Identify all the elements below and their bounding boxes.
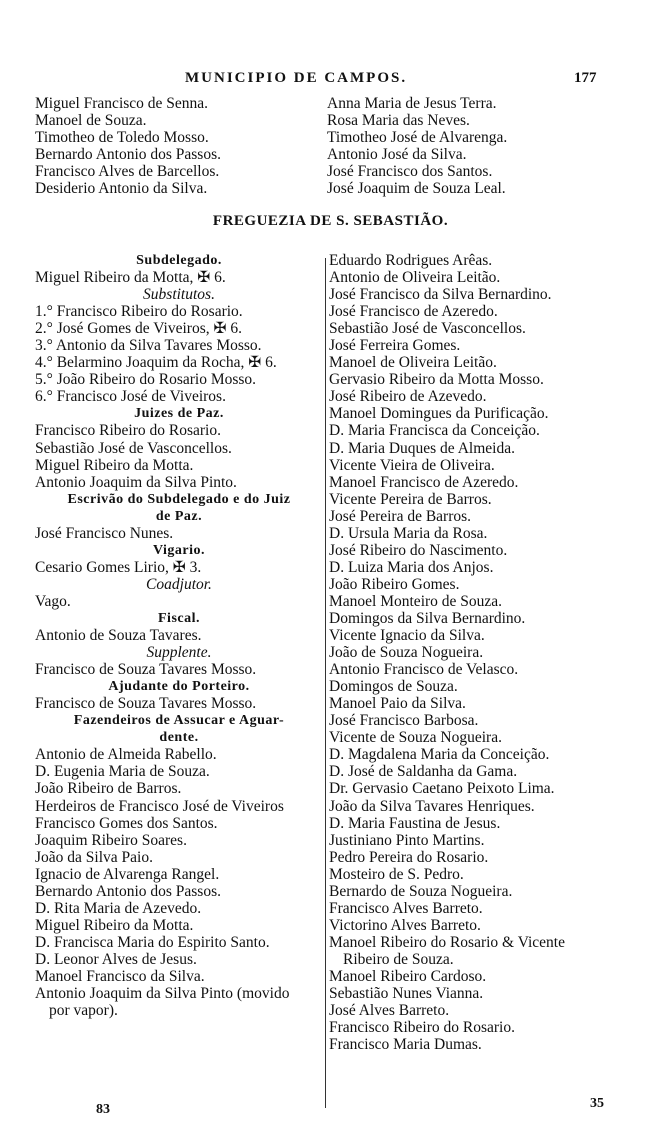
list-item: Vicente Pereira de Barros. xyxy=(329,490,492,508)
list-item: Antonio Francisco de Velasco. xyxy=(329,661,519,679)
section-heading: de Paz. xyxy=(155,508,203,524)
list-item: Antonio Joaquim da Silva Pinto. xyxy=(35,473,237,491)
list-item: Mosteiro de S. Pedro. xyxy=(329,865,464,883)
list-item: Sebastião José de Vasconcellos. xyxy=(35,439,232,457)
list-item: Bernardo Antonio dos Passos. xyxy=(35,146,221,164)
list-item: José Francisco Barbosa. xyxy=(329,712,479,730)
list-item: Desiderio Antonio da Silva. xyxy=(35,180,208,198)
list-item: Victorino Alves Barreto. xyxy=(329,916,481,934)
list-item: Antonio de Souza Tavares. xyxy=(35,627,202,645)
list-item: Francisco de Souza Tavares Mosso. xyxy=(35,661,257,679)
list-item: Manoel Francisco da Silva. xyxy=(35,967,205,985)
right-count: 35 xyxy=(590,1096,604,1111)
list-item: Miguel Francisco de Senna. xyxy=(35,95,209,112)
list-item: João de Souza Nogueira. xyxy=(329,644,484,662)
list-item: Francisco Alves Barreto. xyxy=(329,899,483,917)
section-heading: Fiscal. xyxy=(158,610,200,626)
page-number: 177 xyxy=(574,70,597,86)
list-item: José Francisco dos Santos. xyxy=(327,163,493,181)
top-left-list xyxy=(35,95,221,197)
list-item: Domingos de Souza. xyxy=(329,678,458,696)
list-item: José Francisco Nunes. xyxy=(35,524,174,542)
list-item: Anna Maria de Jesus Terra. xyxy=(327,95,497,112)
list-item: 1.° Francisco Ribeiro do Rosario. xyxy=(35,303,243,321)
list-item: Bernardo Antonio dos Passos. xyxy=(35,882,221,900)
list-item: João Ribeiro de Barros. xyxy=(35,780,182,798)
list-item: D. Magdalena Maria da Conceição. xyxy=(329,746,550,764)
section-heading: Ajudante do Porteiro. xyxy=(108,679,250,695)
list-item: Francisco Gomes dos Santos. xyxy=(35,814,218,832)
list-item: D. Leonor Alves de Jesus. xyxy=(35,950,197,968)
list-item: 2.° José Gomes de Viveiros, ✠ 6. xyxy=(35,320,242,338)
section-heading: Vigario. xyxy=(152,542,206,558)
list-item: Manoel de Souza. xyxy=(35,112,147,130)
section-heading: Supplente. xyxy=(146,644,212,662)
section-heading: Juizes de Paz. xyxy=(134,406,224,422)
list-item: José Alves Barreto. xyxy=(329,1002,450,1020)
list-item: 6.° Francisco José de Viveiros. xyxy=(35,388,226,406)
list-item: 3.° Antonio da Silva Tavares Mosso. xyxy=(35,337,262,355)
list-item: Pedro Pereira do Rosario. xyxy=(329,848,489,866)
list-item: D. José de Saldanha da Gama. xyxy=(329,763,518,781)
list-item: Herdeiros de Francisco José de Viveiros xyxy=(35,797,284,815)
list-item: Francisco Ribeiro do Rosario. xyxy=(329,1019,515,1037)
list-item: Cesario Gomes Lirio, ✠ 3. xyxy=(35,558,202,576)
list-item: por vapor). xyxy=(49,1002,118,1020)
list-item: Domingos da Silva Bernardino. xyxy=(329,609,526,627)
section-heading: Subdelegado. xyxy=(136,253,222,268)
section-heading: Fazendeiros de Assucar e Aguar- xyxy=(73,713,285,729)
list-item: Francisco Alves de Barcellos. xyxy=(35,163,220,181)
list-item: D. Eugenia Maria de Souza. xyxy=(35,763,210,781)
left-count: 83 xyxy=(96,1102,110,1117)
section-heading: Coadjutor. xyxy=(146,575,212,593)
list-item: Francisco de Souza Tavares Mosso. xyxy=(35,695,257,713)
list-item: Francisco Ribeiro do Rosario. xyxy=(35,422,221,440)
section-heading: Substitutos. xyxy=(143,286,215,304)
left-column xyxy=(35,252,323,1019)
list-item: Gervasio Ribeiro da Motta Mosso. xyxy=(329,371,544,389)
list-item: Antonio de Oliveira Leitão. xyxy=(329,269,501,287)
section-title: FREGUEZIA DE S. SEBASTIÃO. xyxy=(212,213,449,229)
list-item: Sebastião José de Vasconcellos. xyxy=(329,320,526,338)
list-item: José Pereira de Barros. xyxy=(329,507,472,525)
list-item: José Ferreira Gomes. xyxy=(329,337,461,355)
list-item: D. Maria Francisca da Conceição. xyxy=(329,422,540,440)
list-item: D. Ursula Maria da Rosa. xyxy=(329,524,488,542)
list-item: João Ribeiro Gomes. xyxy=(329,575,460,593)
list-item: Miguel Ribeiro da Motta, ✠ 6. xyxy=(35,269,226,287)
list-item: D. Maria Duques de Almeida. xyxy=(329,439,515,457)
list-item: Antonio José da Silva. xyxy=(327,146,467,164)
column-divider xyxy=(325,258,326,1108)
list-item: Justiniano Pinto Martins. xyxy=(329,831,485,849)
list-item: Antonio de Almeida Rabello. xyxy=(35,746,217,764)
list-item: Dr. Gervasio Caetano Peixoto Lima. xyxy=(329,780,555,798)
top-right-list xyxy=(327,95,507,197)
list-item: D. Francisca Maria do Espirito Santo. xyxy=(35,933,270,951)
list-item: 5.° João Ribeiro do Rosario Mosso. xyxy=(35,371,257,389)
list-item: Ignacio de Alvarenga Rangel. xyxy=(35,865,220,883)
list-item: Timotheo de Toledo Mosso. xyxy=(35,129,209,147)
list-item: José Francisco da Silva Bernardino. xyxy=(329,286,552,304)
list-item: Manoel Monteiro de Souza. xyxy=(329,592,503,610)
list-item: Vicente Vieira de Oliveira. xyxy=(329,456,495,474)
list-item: Vago. xyxy=(35,592,71,610)
list-item: Manoel de Oliveira Leitão. xyxy=(329,354,497,372)
list-item: Vicente de Souza Nogueira. xyxy=(329,729,502,747)
list-item: Miguel Ribeiro da Motta. xyxy=(35,456,194,474)
list-item: D. Luiza Maria dos Anjos. xyxy=(329,558,494,576)
list-item: Miguel Ribeiro da Motta. xyxy=(35,916,194,934)
section-heading: dente. xyxy=(159,730,199,746)
list-item: Manoel Domingues da Purificação. xyxy=(329,405,549,423)
list-item: José Joaquim de Souza Leal. xyxy=(327,180,506,198)
list-item: José Francisco de Azeredo. xyxy=(329,303,498,321)
list-item: Timotheo José de Alvarenga. xyxy=(327,129,508,147)
list-item: Sebastião Nunes Vianna. xyxy=(329,985,484,1003)
list-item: Manoel Ribeiro Cardoso. xyxy=(329,967,487,985)
list-item: 4.° Belarmino Joaquim da Rocha, ✠ 6. xyxy=(35,354,277,372)
list-item: Ribeiro de Souza. xyxy=(343,950,454,968)
list-item: Antonio Joaquim da Silva Pinto (movido xyxy=(35,985,290,1003)
list-item: José Ribeiro de Azevedo. xyxy=(329,388,487,406)
list-item: Bernardo de Souza Nogueira. xyxy=(329,882,513,900)
right-column xyxy=(329,252,565,1053)
header-title: MUNICIPIO DE CAMPOS. xyxy=(185,70,408,86)
list-item: Francisco Maria Dumas. xyxy=(329,1036,482,1054)
list-item: Joaquim Ribeiro Soares. xyxy=(35,831,187,849)
list-item: João da Silva Tavares Henriques. xyxy=(329,797,535,815)
list-item: João da Silva Paio. xyxy=(35,848,153,866)
list-item: Eduardo Rodrigues Arêas. xyxy=(329,252,493,269)
list-item: José Ribeiro do Nascimento. xyxy=(329,541,508,559)
list-item: Manoel Francisco de Azeredo. xyxy=(329,473,519,491)
list-item: Manoel Ribeiro do Rosario & Vicente xyxy=(329,933,565,951)
list-item: Manoel Paio da Silva. xyxy=(329,695,466,713)
list-item: D. Rita Maria de Azevedo. xyxy=(35,899,202,917)
section-heading: Escrivão do Subdelegado e do Juiz xyxy=(67,491,291,507)
list-item: D. Maria Faustina de Jesus. xyxy=(329,814,501,832)
list-item: Vicente Ignacio da Silva. xyxy=(329,627,485,645)
list-item: Rosa Maria das Neves. xyxy=(327,112,470,130)
